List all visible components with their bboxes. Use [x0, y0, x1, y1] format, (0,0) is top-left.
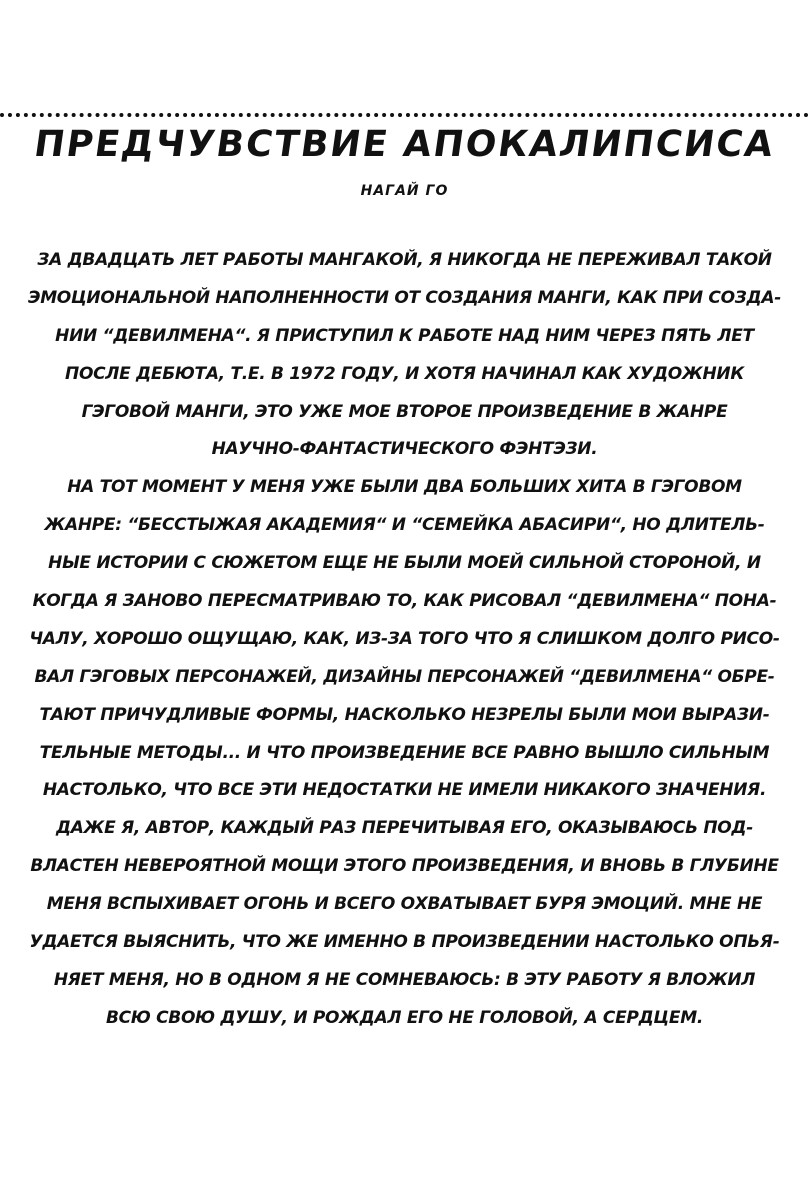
text-line: НЫЕ ИСТОРИИ С СЮЖЕТОМ ЕЩЕ НЕ БЫЛИ МОЕЙ СИЛЬНОЙ СТОРОНОЙ, И — [48, 553, 761, 574]
text-line: ЭМОЦИОНАЛЬНОЙ НАПОЛНЕННОСТИ ОТ СОЗДАНИЯ МАНГИ, КАК ПРИ СОЗДА- — [28, 287, 781, 308]
text-line: ТАЮТ ПРИЧУДЛИВЫЕ ФОРМЫ, НАСКОЛЬКО НЕЗРЕЛЫ БЫЛИ МОИ ВЫРАЗИ- — [39, 704, 770, 725]
text-line: ЧАЛУ, ХОРОШО ОЩУЩАЮ, КАК, ИЗ-ЗА ТОГО ЧТО Я СЛИШКОМ ДОЛГО РИСО- — [29, 628, 780, 649]
text-line: НИИ “ДЕВИЛМЕНА“. Я ПРИСТУПИЛ К РАБОТЕ НАД НИМ ЧЕРЕЗ ПЯТЬ ЛЕТ — [55, 325, 754, 346]
author-name: НАГАЙ ГО — [360, 183, 449, 199]
text-line: НЯЕТ МЕНЯ, НО В ОДНОМ Я НЕ СОМНЕВАЮСЬ: В ЭТУ РАБОТУ Я ВЛОЖИЛ — [53, 969, 756, 990]
text-line: УДАЕТСЯ ВЫЯСНИТЬ, ЧТО ЖЕ ИМЕННО В ПРОИЗВЕДЕНИИ НАСТОЛЬКО ОПЬЯ- — [29, 932, 780, 953]
text-line: ЗА ДВАДЦАТЬ ЛЕТ РАБОТЫ МАНГАКОЙ, Я НИКОГДА НЕ ПЕРЕЖИВАЛ ТАКОЙ — [37, 250, 772, 270]
text-line: НА ТОТ МОМЕНТ У МЕНЯ УЖЕ БЫЛИ ДВА БОЛЬШИХ ХИТА В ГЭГОВОМ — [67, 477, 742, 498]
page-title: ПРЕДЧУВСТВИЕ АПОКАЛИПСИСА — [31, 124, 778, 165]
text-line: НАСТОЛЬКО, ЧТО ВСЕ ЭТИ НЕДОСТАТКИ НЕ ИМЕЛИ НИКАКОГО ЗНАЧЕНИЯ. — [42, 780, 767, 801]
text-line: МЕНЯ ВСПЫХИВАЕТ ОГОНЬ И ВСЕГО ОХВАТЫВАЕТ БУРЯ ЭМОЦИЙ. МНЕ НЕ — [46, 894, 763, 915]
text-line: ГЭГОВОЙ МАНГИ, ЭТО УЖЕ МОЕ ВТОРОЕ ПРОИЗВЕДЕНИЕ В ЖАНРЕ — [81, 401, 728, 422]
text-line: ПОСЛЕ ДЕБЮТА, Т.Е. В 1972 ГОДУ, И ХОТЯ НАЧИНАЛ КАК ХУДОЖНИК — [65, 363, 744, 384]
text-line: ВСЮ СВОЮ ДУШУ, И РОЖДАЛ ЕГО НЕ ГОЛОВОЙ, А СЕРДЦЕМ. — [106, 1007, 703, 1028]
text-line: ДАЖЕ Я, АВТОР, КАЖДЫЙ РАЗ ПЕРЕЧИТЫВАЯ ЕГО, ОКАЗЫВАЮСЬ ПОД- — [55, 818, 754, 839]
dotted-divider — [0, 113, 809, 117]
text-line: НАУЧНО-ФАНТАСТИЧЕСКОГО ФЭНТЭЗИ. — [211, 439, 598, 460]
text-line: ТЕЛЬНЫЕ МЕТОДЫ... И ЧТО ПРОИЗВЕДЕНИЕ ВСЕ РАВНО ВЫШЛО СИЛЬНЫМ — [39, 742, 770, 763]
article-body — [0, 242, 809, 1038]
text-line: ЖАНРЕ: “БЕССТЫЖАЯ АКАДЕМИЯ“ И “СЕМЕЙКА АБАСИРИ“, НО ДЛИТЕЛЬ- — [44, 515, 765, 536]
text-line: КОГДА Я ЗАНОВО ПЕРЕСМАТРИВАЮ ТО, КАК РИСОВАЛ “ДЕВИЛМЕНА“ ПОНА- — [32, 591, 777, 612]
text-line: ВЛАСТЕН НЕВЕРОЯТНОЙ МОЩИ ЭТОГО ПРОИЗВЕДЕНИЯ, И ВНОВЬ В ГЛУБИНЕ — [30, 856, 779, 877]
text-line: ВАЛ ГЭГОВЫХ ПЕРСОНАЖЕЙ, ДИЗАЙНЫ ПЕРСОНАЖЕЙ “ДЕВИЛМЕНА“ ОБРЕ- — [34, 666, 775, 687]
